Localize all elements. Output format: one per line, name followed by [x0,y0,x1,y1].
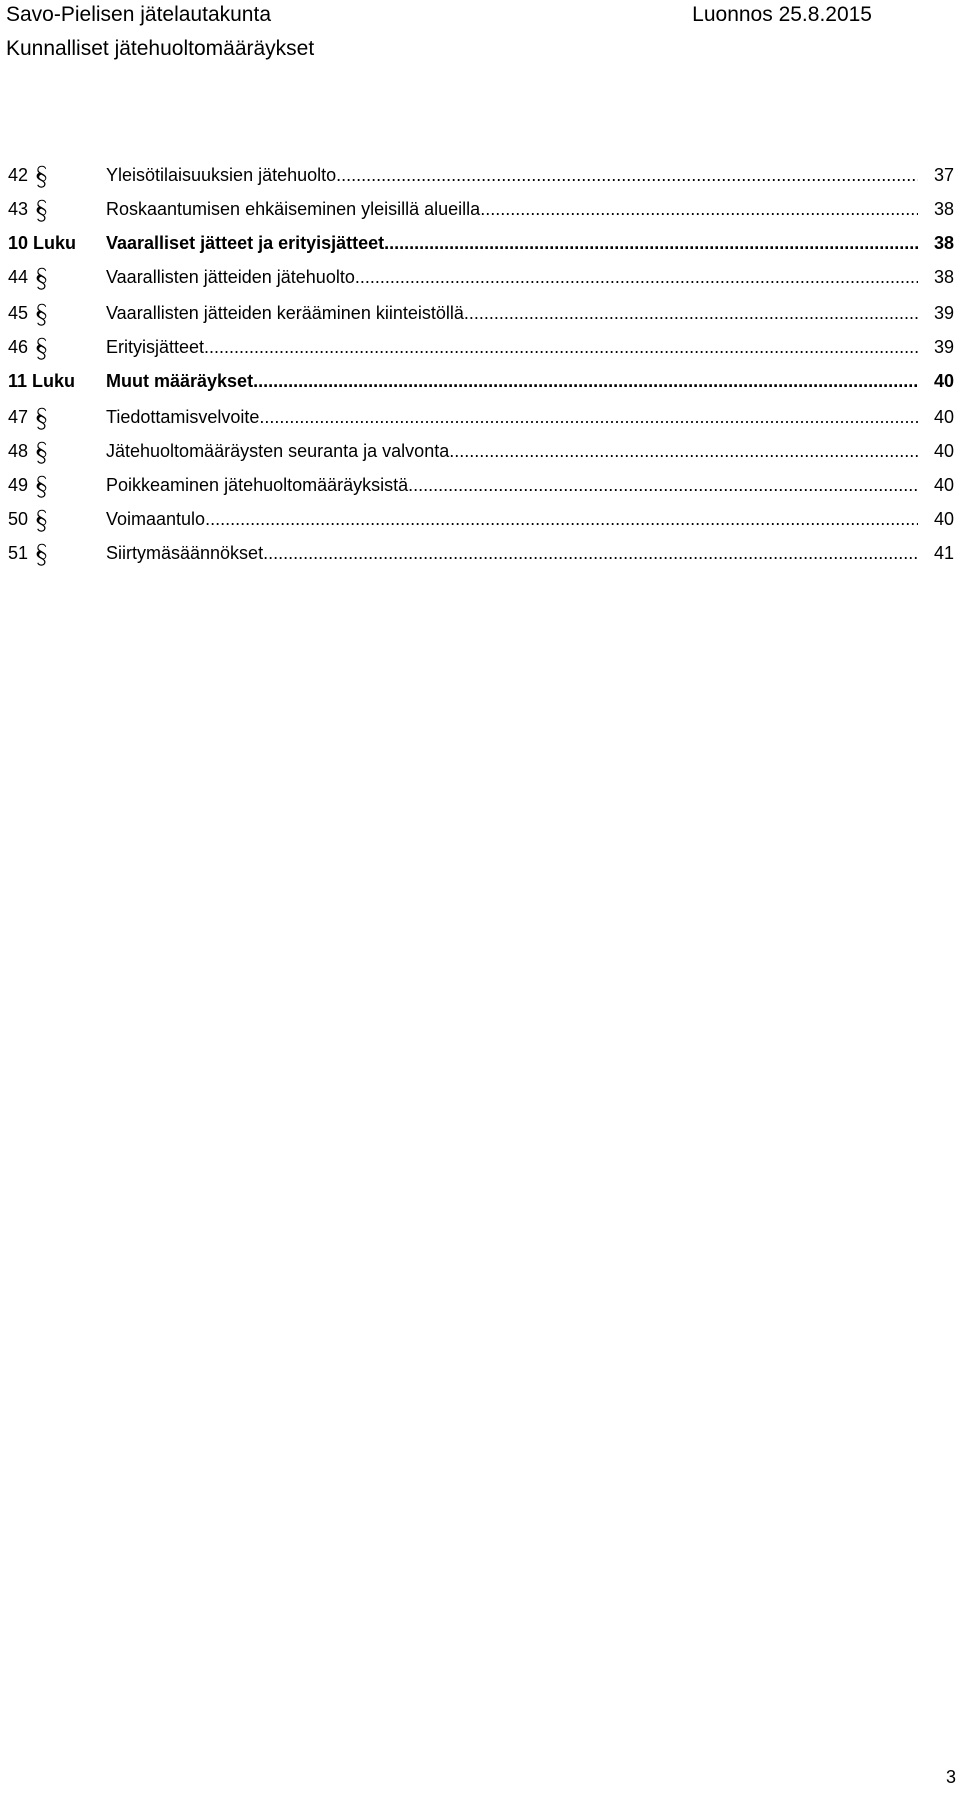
toc-entry-page: 38 [933,199,954,219]
toc-dot-leader [263,538,918,568]
toc-entry-title-leader [106,262,918,292]
toc-entry-number: 46 [8,337,29,357]
toc-entry-title-leader [106,366,918,396]
toc-dot-leader [408,470,918,500]
toc-entry-page: 40 [933,475,954,495]
toc-dot-leader [336,160,918,190]
toc-entry-title-leader [106,402,918,432]
toc-section-entry[interactable] [0,402,960,432]
toc-dot-leader [204,332,918,362]
section-sign-icon [34,441,50,465]
toc-entry-title: Roskaantumisen ehkäiseminen yleisillä alueilla [106,199,481,219]
section-sign-icon [34,337,50,361]
toc-entry-number: 48 [8,441,29,461]
toc-entry-page: 39 [933,303,954,323]
section-sign-icon [34,303,50,327]
section-sign-icon [34,509,50,533]
header-document-title: Kunnalliset jätehuoltomääräykset [6,37,315,60]
toc-entry-title: Tiedottamisvelvoite [106,407,260,427]
toc-entry-title: Jätehuoltomääräysten seuranta ja valvonta [106,441,450,461]
toc-entry-title-leader [106,228,918,258]
toc-entry-number: 50 [8,509,29,529]
section-sign-icon [34,475,50,499]
toc-dot-leader [259,402,918,432]
toc-entry-title-leader [106,436,918,466]
toc-entry-number: 10 Luku [8,233,77,253]
toc-dot-leader [464,298,918,328]
toc-entry-title: Siirtymäsäännökset [106,543,264,563]
toc-entry-title-leader [106,470,918,500]
toc-entry-number: 11 Luku [8,371,76,391]
toc-dot-leader [449,436,918,466]
toc-entry-page: 40 [933,407,954,427]
toc-entry-number: 45 [8,303,29,323]
toc-chapter-entry[interactable] [0,366,960,396]
toc-entry-number: 42 [8,165,29,185]
toc-entry-title-leader [106,504,918,534]
toc-section-entry[interactable] [0,262,960,292]
toc-entry-title-leader [106,194,918,224]
header-organization: Savo-Pielisen jätelautakunta [6,3,272,26]
toc-entry-number: 49 [8,475,29,495]
page-header [0,0,960,70]
toc-entry-title: Vaaralliset jätteet ja erityisjätteet [106,233,385,253]
toc-entry-title-leader [106,538,918,568]
toc-dot-leader [355,262,918,292]
toc-entry-number: 44 [8,267,29,287]
toc-entry-title-leader [106,298,918,328]
toc-entry-page: 38 [933,267,954,287]
toc-dot-leader [384,228,918,258]
toc-section-entry[interactable] [0,160,960,190]
toc-entry-title: Erityisjätteet [106,337,205,357]
toc-dot-leader [480,194,918,224]
toc-entry-page: 40 [933,371,954,391]
toc-entry-title: Poikkeaminen jätehuoltomääräyksistä [106,475,409,495]
toc-entry-title: Yleisötilaisuuksien jätehuolto [106,165,337,185]
header-draft-date: Luonnos 25.8.2015 [692,3,872,26]
toc-section-entry[interactable] [0,332,960,362]
toc-entry-page: 40 [933,441,954,461]
page-number: 3 [945,1767,956,1787]
toc-entry-page: 37 [933,165,954,185]
toc-entry-page: 38 [933,233,954,253]
toc-entry-title-leader [106,160,918,190]
section-sign-icon [34,199,50,223]
toc-section-entry[interactable] [0,504,960,534]
toc-entry-title: Vaarallisten jätteiden kerääminen kiinteistöllä [106,303,464,323]
toc-entry-number: 47 [8,407,29,427]
toc-section-entry[interactable] [0,436,960,466]
toc-entry-number: 43 [8,199,29,219]
toc-dot-leader [205,504,918,534]
toc-chapter-entry[interactable] [0,228,960,258]
toc-entry-title-leader [106,332,918,362]
toc-entry-title: Muut määräykset [106,371,254,391]
toc-entry-title: Vaarallisten jätteiden jätehuolto [106,267,355,287]
toc-entry-page: 41 [933,543,954,563]
section-sign-icon [34,407,50,431]
toc-section-entry[interactable] [0,538,960,568]
toc-entry-title: Voimaantulo [106,509,206,529]
toc-entry-number: 51 [8,543,29,563]
section-sign-icon [34,165,50,189]
toc-dot-leader [253,366,918,396]
section-sign-icon [34,543,50,567]
toc-section-entry[interactable] [0,298,960,328]
toc-section-entry[interactable] [0,470,960,500]
toc-entry-page: 40 [933,509,954,529]
toc-section-entry[interactable] [0,194,960,224]
toc-entry-page: 39 [933,337,954,357]
section-sign-icon [34,267,50,291]
